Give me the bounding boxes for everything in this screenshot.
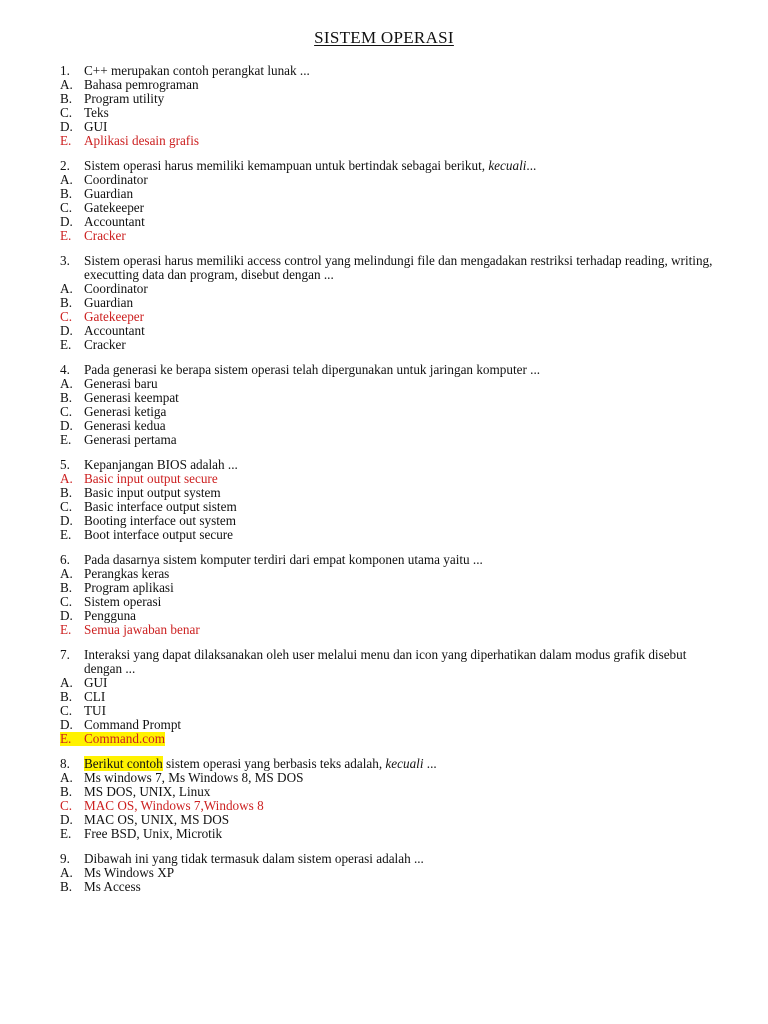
option-text: Ms windows 7, Ms Windows 8, MS DOS (84, 770, 304, 785)
option-letter: A. (60, 675, 73, 690)
page-title: SISTEM OPERASI (314, 28, 454, 47)
question-number: 5. (60, 457, 70, 472)
question-text (84, 458, 724, 472)
option-letter: E. (60, 622, 72, 637)
option-letter: D. (60, 513, 73, 528)
option-text: Coordinator (84, 172, 148, 187)
question-text-segment: Pada dasarnya sistem komputer terdiri dari empat komponen utama yaitu ... (84, 552, 483, 567)
option-text: Accountant (84, 323, 145, 338)
answer-option (60, 704, 740, 718)
option-text: Ms Windows XP (84, 865, 175, 880)
question-text-segment: kecuali (488, 158, 527, 173)
answer-option (60, 338, 740, 352)
answer-option (60, 433, 740, 447)
answer-option (60, 282, 740, 296)
answer-option-correct (60, 134, 740, 148)
option-text: Cracker (84, 337, 126, 352)
question-text (84, 648, 724, 676)
option-text: Command.com (84, 731, 165, 746)
option-letter: C. (60, 798, 73, 813)
answer-option (60, 187, 740, 201)
question-text (84, 254, 724, 282)
option-letter: A. (60, 376, 73, 391)
answer-option (60, 813, 740, 827)
option-letter: A. (60, 281, 73, 296)
answer-option (60, 690, 740, 704)
question-6 (60, 553, 740, 637)
answer-option (60, 581, 740, 595)
option-text: CLI (84, 689, 106, 704)
question-text-segment: C++ merupakan contoh perangkat lunak ... (84, 63, 310, 78)
option-text: Basic input output system (84, 485, 221, 500)
question-list (60, 64, 740, 905)
option-letter: E. (60, 228, 72, 243)
option-text: Guardian (84, 295, 134, 310)
option-text: Pengguna (84, 608, 137, 623)
question-3 (60, 254, 740, 352)
answer-option (60, 120, 740, 134)
question-text-segment: ... (526, 158, 537, 173)
answer-option (60, 595, 740, 609)
question-text-segment: Sistem operasi harus memiliki access control yang melindungi file dan mengadakan restriksi terhadap reading, writing, executting data dan program, disebut dengan ... (84, 253, 713, 282)
question-text-segment: ... (423, 756, 437, 771)
option-letter: B. (60, 580, 73, 595)
answer-option (60, 500, 740, 514)
option-text: Command Prompt (84, 717, 182, 732)
option-text: MAC OS, Windows 7,Windows 8 (84, 798, 264, 813)
option-text: Gatekeeper (84, 200, 145, 215)
option-text: Semua jawaban benar (84, 622, 200, 637)
question-number: 3. (60, 253, 70, 268)
answer-option (60, 827, 740, 841)
question-text (84, 159, 724, 173)
option-letter: E. (60, 826, 72, 841)
option-text: Generasi pertama (84, 432, 177, 447)
option-text: Boot interface output secure (84, 527, 234, 542)
question-text-segment: Pada generasi ke berapa sistem operasi telah dipergunakan untuk jaringan komputer ... (84, 362, 541, 377)
question-5 (60, 458, 740, 542)
option-letter: B. (60, 689, 73, 704)
answer-option (60, 173, 740, 187)
option-text: Generasi ketiga (84, 404, 167, 419)
option-text: Generasi kedua (84, 418, 166, 433)
question-text-segment: Sistem operasi harus memiliki kemampuan untuk bertindak sebagai berikut, (84, 158, 489, 173)
question-text-segment: Dibawah ini yang tidak termasuk dalam sistem operasi adalah ... (84, 851, 424, 866)
question-number: 2. (60, 158, 70, 173)
option-letter: E. (60, 133, 72, 148)
question-text-segment: kecuali (385, 756, 424, 771)
option-letter: A. (60, 566, 73, 581)
question-text (84, 757, 724, 771)
option-letter: E. (60, 732, 84, 746)
option-text: MS DOS, UNIX, Linux (84, 784, 211, 799)
option-letter: B. (60, 390, 73, 405)
answer-option-correct (60, 472, 740, 486)
answer-option (60, 391, 740, 405)
question-text (84, 553, 724, 567)
answer-option-correct (60, 229, 740, 243)
option-letter: C. (60, 703, 73, 718)
answer-option (60, 718, 740, 732)
question-2 (60, 159, 740, 243)
question-text (84, 363, 724, 377)
answer-option (60, 78, 740, 92)
question-stem (60, 553, 740, 567)
answer-option (60, 486, 740, 500)
question-text (84, 852, 724, 866)
answer-option (60, 201, 740, 215)
question-number: 7. (60, 647, 70, 662)
option-letter: C. (60, 105, 73, 120)
option-letter: A. (60, 865, 73, 880)
option-letter: C. (60, 200, 73, 215)
option-letter: C. (60, 309, 73, 324)
option-letter: E. (60, 337, 72, 352)
option-text: Booting interface out system (84, 513, 236, 528)
option-letter: C. (60, 499, 73, 514)
answer-option (60, 106, 740, 120)
option-text: Program utility (84, 91, 165, 106)
question-text-segment: Interaksi yang dapat dilaksanakan oleh user melalui menu dan icon yang diperhatikan dalam modus grafik disebut dengan ... (84, 647, 687, 676)
option-letter: D. (60, 418, 73, 433)
option-letter: B. (60, 186, 73, 201)
answer-option (60, 609, 740, 623)
option-text: Generasi keempat (84, 390, 179, 405)
option-letter: B. (60, 91, 73, 106)
option-letter: D. (60, 119, 73, 134)
question-text (84, 64, 724, 78)
answer-option (60, 92, 740, 106)
question-stem (60, 648, 740, 676)
option-text: MAC OS, UNIX, MS DOS (84, 812, 230, 827)
option-text: Generasi baru (84, 376, 158, 391)
option-letter: A. (60, 770, 73, 785)
option-text: GUI (84, 675, 108, 690)
question-9 (60, 852, 740, 894)
question-number: 1. (60, 63, 70, 78)
answer-option (60, 567, 740, 581)
question-4 (60, 363, 740, 447)
option-letter: C. (60, 404, 73, 419)
question-number: 9. (60, 851, 70, 866)
option-letter: D. (60, 608, 73, 623)
answer-option (60, 405, 740, 419)
question-8 (60, 757, 740, 841)
option-text: Free BSD, Unix, Microtik (84, 826, 223, 841)
answer-option (60, 528, 740, 542)
question-text-segment: Kepanjangan BIOS adalah ... (84, 457, 238, 472)
option-text: Bahasa pemrograman (84, 77, 199, 92)
answer-option (60, 296, 740, 310)
option-text: Basic input output secure (84, 471, 218, 486)
option-text: Basic interface output sistem (84, 499, 237, 514)
option-text: Teks (84, 105, 109, 120)
question-stem (60, 64, 740, 78)
answer-option (60, 866, 740, 880)
answer-option (60, 676, 740, 690)
answer-option (60, 514, 740, 528)
option-letter: E. (60, 432, 72, 447)
question-text-segment: sistem operasi yang berbasis teks adalah, (162, 756, 386, 771)
option-letter: D. (60, 214, 73, 229)
question-stem (60, 254, 740, 282)
answer-option-correct (60, 623, 740, 637)
question-number: 4. (60, 362, 70, 377)
answer-option (60, 215, 740, 229)
option-letter: D. (60, 812, 73, 827)
question-text-segment: Berikut contoh (84, 756, 163, 771)
option-letter: B. (60, 784, 73, 799)
question-number: 8. (60, 756, 70, 771)
option-text: Perangkas keras (84, 566, 170, 581)
option-letter: D. (60, 323, 73, 338)
option-letter: A. (60, 172, 73, 187)
answer-option (60, 880, 740, 894)
option-letter: B. (60, 295, 73, 310)
option-text: TUI (84, 703, 106, 718)
option-letter: D. (60, 717, 73, 732)
option-text: Program aplikasi (84, 580, 174, 595)
question-stem (60, 852, 740, 866)
option-text: Cracker (84, 228, 126, 243)
option-text: Guardian (84, 186, 134, 201)
answer-option (60, 324, 740, 338)
option-letter: B. (60, 485, 73, 500)
option-text: Ms Access (84, 879, 141, 894)
option-text: Coordinator (84, 281, 148, 296)
answer-option-correct (60, 799, 740, 813)
option-text: GUI (84, 119, 108, 134)
option-letter: A. (60, 471, 73, 486)
answer-option (60, 377, 740, 391)
question-number: 6. (60, 552, 70, 567)
answer-option (60, 785, 740, 799)
option-text: Sistem operasi (84, 594, 162, 609)
option-text: Aplikasi desain grafis (84, 133, 199, 148)
question-stem (60, 159, 740, 173)
option-letter: B. (60, 879, 73, 894)
option-text: Gatekeeper (84, 309, 145, 324)
answer-option-correct (60, 310, 740, 324)
option-letter: C. (60, 594, 73, 609)
answer-option (60, 419, 740, 433)
question-stem (60, 458, 740, 472)
question-7 (60, 648, 740, 746)
question-1 (60, 64, 740, 148)
option-letter: A. (60, 77, 73, 92)
answer-option (60, 771, 740, 785)
answer-option-correct (60, 732, 740, 746)
option-letter: E. (60, 527, 72, 542)
question-stem (60, 757, 740, 771)
question-stem (60, 363, 740, 377)
option-text: Accountant (84, 214, 145, 229)
